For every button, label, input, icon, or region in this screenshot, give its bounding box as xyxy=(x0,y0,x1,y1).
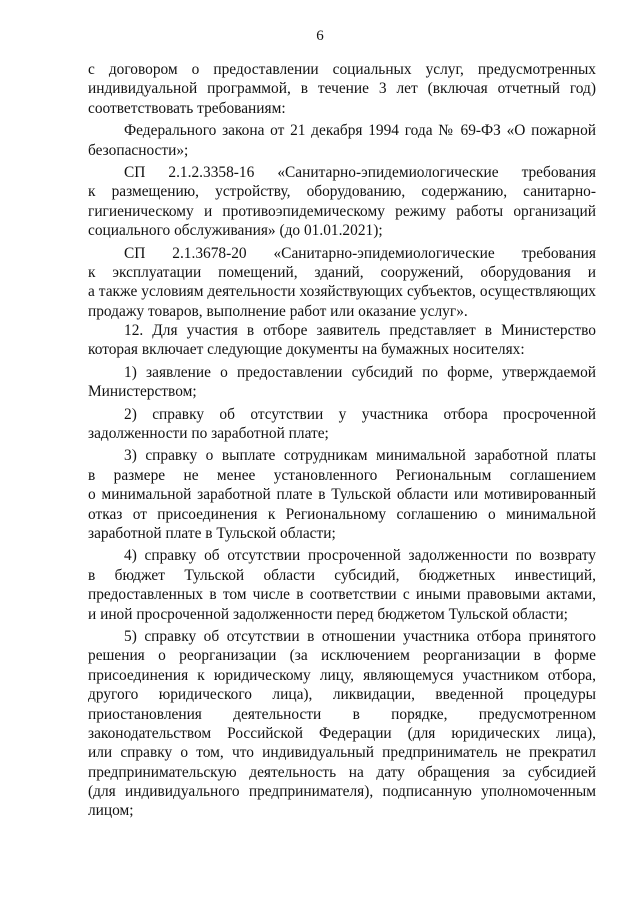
text-line: (для индивидуального предпринимателя), подписанную уполномоченным xyxy=(88,783,596,801)
text-line: которая включает следующие документы на бумажных носителях: xyxy=(88,341,525,359)
text-line: с договором о предоставлении социальных услуг, предусмотренных xyxy=(88,61,596,78)
page-number: 6 xyxy=(316,28,324,44)
text-line: в бюджет Тульской области субсидий, бюджетных инвестиций, xyxy=(88,566,596,584)
text-line: другого юридического лица), ликвидации, введенной процедуры xyxy=(88,686,596,704)
text-line: соответствовать требованиям: xyxy=(88,99,286,117)
text-line: задолженности по заработной плате; xyxy=(88,425,329,443)
document-body xyxy=(88,60,596,821)
text-line: СП 2.1.3678-20 «Санитарно-эпидемиологические требования xyxy=(124,244,596,262)
text-line: Министерством; xyxy=(88,383,197,401)
text-line: или справку о том, что индивидуальный предприниматель не прекратил xyxy=(88,744,596,762)
text-line: предпринимательскую деятельность на дату обращения за субсидией xyxy=(88,763,596,781)
text-line: присоединения к юридическому лицу, являющемуся участником отбора, xyxy=(88,666,596,684)
text-line: продажу товаров, выполнение работ или оказание услуг». xyxy=(88,302,468,320)
text-line: в размере не менее установленного Региональным соглашением xyxy=(88,466,596,484)
text-line: законодательством Российской Федерации (для юридических лица), xyxy=(88,724,596,742)
text-line: безопасности»; xyxy=(88,141,189,159)
text-line: лицом; xyxy=(88,802,134,820)
text-line: и иной просроченной задолженности перед бюджетом Тульской области; xyxy=(88,605,568,623)
text-line: 3) справку о выплате сотрудникам минимальной заработной платы xyxy=(124,447,596,465)
text-line: отказ от присоединения к Региональному соглашению о минимальной xyxy=(88,505,596,523)
text-line: предоставленных в том числе в соответствии с иными правовыми актами, xyxy=(88,586,596,604)
text-line: 1) заявление о предоставлении субсидий по форме, утверждаемой xyxy=(124,363,596,381)
text-line: 12. Для участия в отборе заявитель представляет в Министерство xyxy=(124,322,596,340)
text-line: решения о реорганизации (за исключением реорганизации в форме xyxy=(88,647,596,665)
text-line: гигиеническому и противоэпидемическому режиму работы организаций xyxy=(88,202,596,220)
text-line: 5) справку об отсутствии в отношении участника отбора принятого xyxy=(124,627,596,645)
text-line: заработной плате в Тульской области; xyxy=(88,524,336,542)
text-line: СП 2.1.2.3358-16 «Санитарно-эпидемиологические требования xyxy=(124,163,596,181)
text-line: а также условиям деятельности хозяйствующих субъектов, осуществляющих xyxy=(88,283,596,301)
text-line: 2) справку об отсутствии у участника отбора просроченной xyxy=(124,405,596,423)
text-line: к размещению, устройству, оборудованию, содержанию, санитарно- xyxy=(88,183,596,201)
text-line: приостановления деятельности в порядке, предусмотренном xyxy=(88,705,596,723)
text-line: социального обслуживания» (до 01.01.2021); xyxy=(88,222,383,240)
text-line: индивидуальной программой, в течение 3 лет (включая отчетный год) xyxy=(88,80,596,98)
text-line: о минимальной заработной плате в Тульской области или мотивированный xyxy=(88,486,596,504)
text-line: Федерального закона от 21 декабря 1994 года № 69-ФЗ «О пожарной xyxy=(124,122,596,140)
text-line: 4) справку об отсутствии просроченной задолженности по возврату xyxy=(124,547,596,565)
text-line: к эксплуатации помещений, зданий, сооружений, оборудования и xyxy=(88,263,596,281)
